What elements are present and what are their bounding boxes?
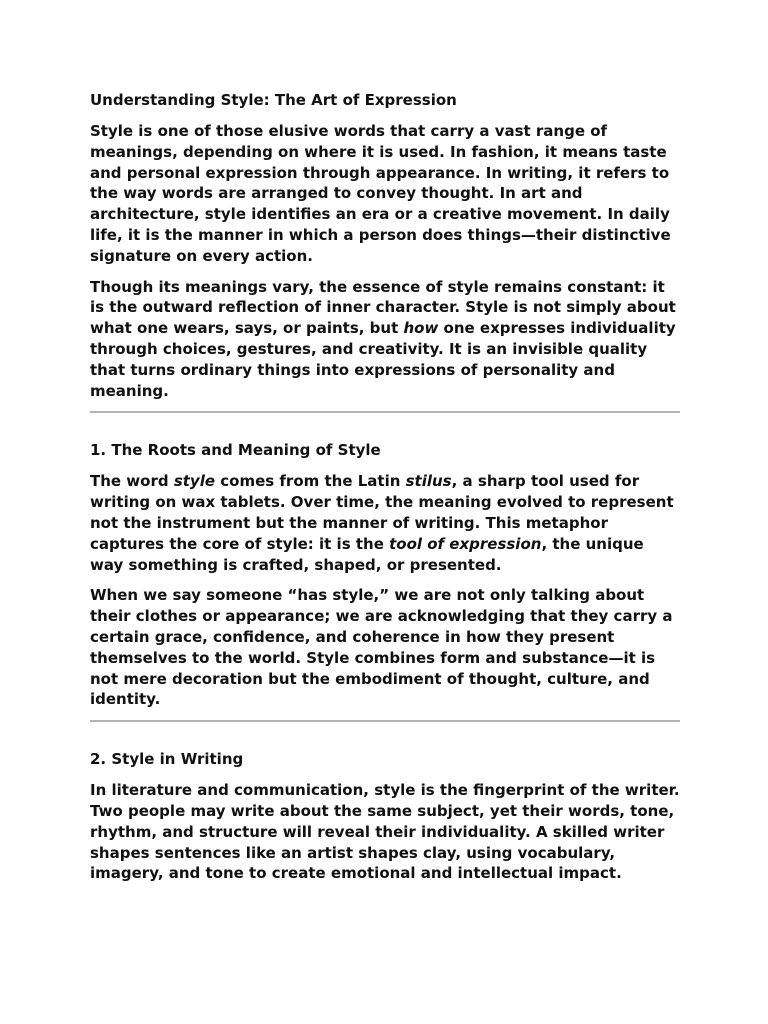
intro-paragraph-2: [90, 277, 680, 402]
document-title: Understanding Style: The Art of Expression: [90, 91, 457, 109]
section-2-paragraph-1: In literature and communication, style is the fingerprint of the writer. Two people may write about the same subject, yet their words, tone, rhythm, and structure will reveal their individuality. A skilled writer shapes sentences like an artist shapes clay, using vocabulary, imagery, and tone to create emotional and intellectual impact.: [90, 781, 680, 883]
section-2-heading: 2. Style in Writing: [90, 750, 244, 769]
section-1-paragraph-2: When we say someone “has style,” we are not only talking about their clothes or appearance; we are acknowledging that they carry a certain grace, confidence, and coherence in how they present themselves to the world. Style combines form and substance—it is not mere decoration but the embodiment of thought, culture, and identity.: [90, 586, 673, 709]
intro-paragraph-1: Style is one of those elusive words that carry a vast range of meanings, depending on where it is used. In fashion, it means taste and personal expression through appearance. In writing, it refers to the way words are arranged to convey thought. In art and architecture, style identifies an era or a creative movement. In daily life, it is the manner in which a person does things—their distinctive signature on every action.: [90, 122, 671, 265]
section-divider-2: [90, 720, 680, 722]
section-divider-1: [90, 411, 680, 413]
intro-p2-emphasis: how: [403, 319, 439, 338]
section-1-heading: 1. The Roots and Meaning of Style: [90, 441, 381, 460]
intro-p2-text-before: Though its meanings vary, the essence of style remains constant: it is the outward reflection of inner character. Style is not simply about what one wears, says, or paints, but: [90, 277, 676, 338]
s1p1-text-3: , a sharp tool used for writing on wax tablets. Over time, the meaning evolved to represent not the instrument but the manner of writing. This metaphor captures the core of style: it is the: [90, 472, 674, 553]
s1p1-text-1: The word: [90, 472, 174, 491]
s1p1-text-4: , the unique way something is crafted, shaped, or presented.: [90, 534, 644, 574]
s1p1-emphasis-1: style: [173, 472, 216, 491]
s1p1-emphasis-2: stilus: [405, 472, 452, 491]
document-page: [90, 90, 680, 894]
section-1-paragraph-1: [90, 471, 680, 575]
intro-p2-text-after: one expresses individuality through choices, gestures, and creativity. It is an invisible quality that turns ordinary things into expressions of personality and meaning.: [90, 319, 676, 400]
s1p1-text-2: comes from the Latin: [215, 472, 406, 491]
s1p1-emphasis-3: tool of expression: [389, 534, 542, 553]
